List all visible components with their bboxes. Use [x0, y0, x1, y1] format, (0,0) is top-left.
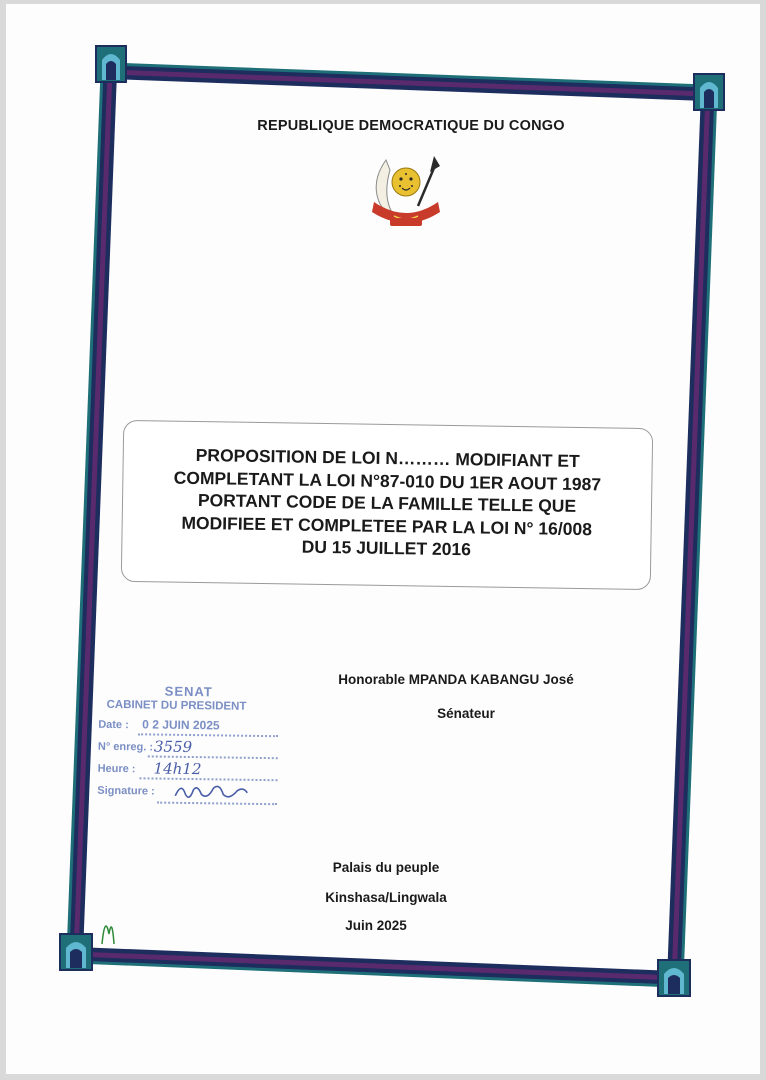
title-line: DU 15 JUILLET 2016	[301, 536, 472, 560]
footer-place: Palais du peuple	[332, 860, 440, 875]
country-heading: REPUBLIQUE DEMOCRATIQUE DU CONGO	[257, 118, 565, 134]
stamp-rule	[157, 802, 277, 806]
author-role: Sénateur	[437, 706, 495, 721]
title-line: PORTANT CODE DE LA FAMILLE TELLE QUE	[197, 490, 577, 516]
author-name: Honorable MPANDA KABANGU José	[338, 672, 574, 687]
stamp-hour-label: Heure :	[97, 762, 136, 776]
coat-of-arms-icon	[364, 152, 448, 232]
title-line: MODIFIEE ET COMPLETEE PAR LA LOI N° 16/008	[181, 512, 593, 539]
title-line: PROPOSITION DE LOI N……… MODIFIANT ET	[195, 444, 580, 472]
reception-stamp	[97, 671, 283, 814]
corner-ornament-top-left	[96, 46, 126, 82]
footer-city: Kinshasa/Lingwala	[325, 890, 447, 905]
stamp-reg-label: N° enreg. :	[97, 740, 154, 754]
pen-mark	[102, 926, 114, 944]
corner-ornament-bottom-left	[60, 934, 92, 970]
stamp-office: CABINET DU PRESIDENT	[106, 698, 247, 713]
stamp-date-label: Date :	[98, 718, 129, 732]
footer-date: Juin 2025	[345, 918, 407, 933]
document-page	[6, 4, 760, 1074]
stamp-hour-value: 14h12	[153, 759, 202, 779]
stamp-sig-label: Signature :	[97, 784, 155, 798]
stamp-reg-value: 3559	[153, 737, 193, 757]
stamp-rule	[148, 755, 278, 759]
corner-ornament-top-right	[694, 74, 724, 110]
title-box	[121, 420, 653, 590]
stamp-date-value: 0 2 JUIN 2025	[142, 717, 220, 733]
title-line: COMPLETANT LA LOI N°87-010 DU 1ER AOUT 1987	[173, 467, 602, 494]
corner-ornament-bottom-right	[658, 960, 690, 996]
stamp-org: SENAT	[164, 683, 213, 700]
bill-title	[122, 443, 652, 564]
